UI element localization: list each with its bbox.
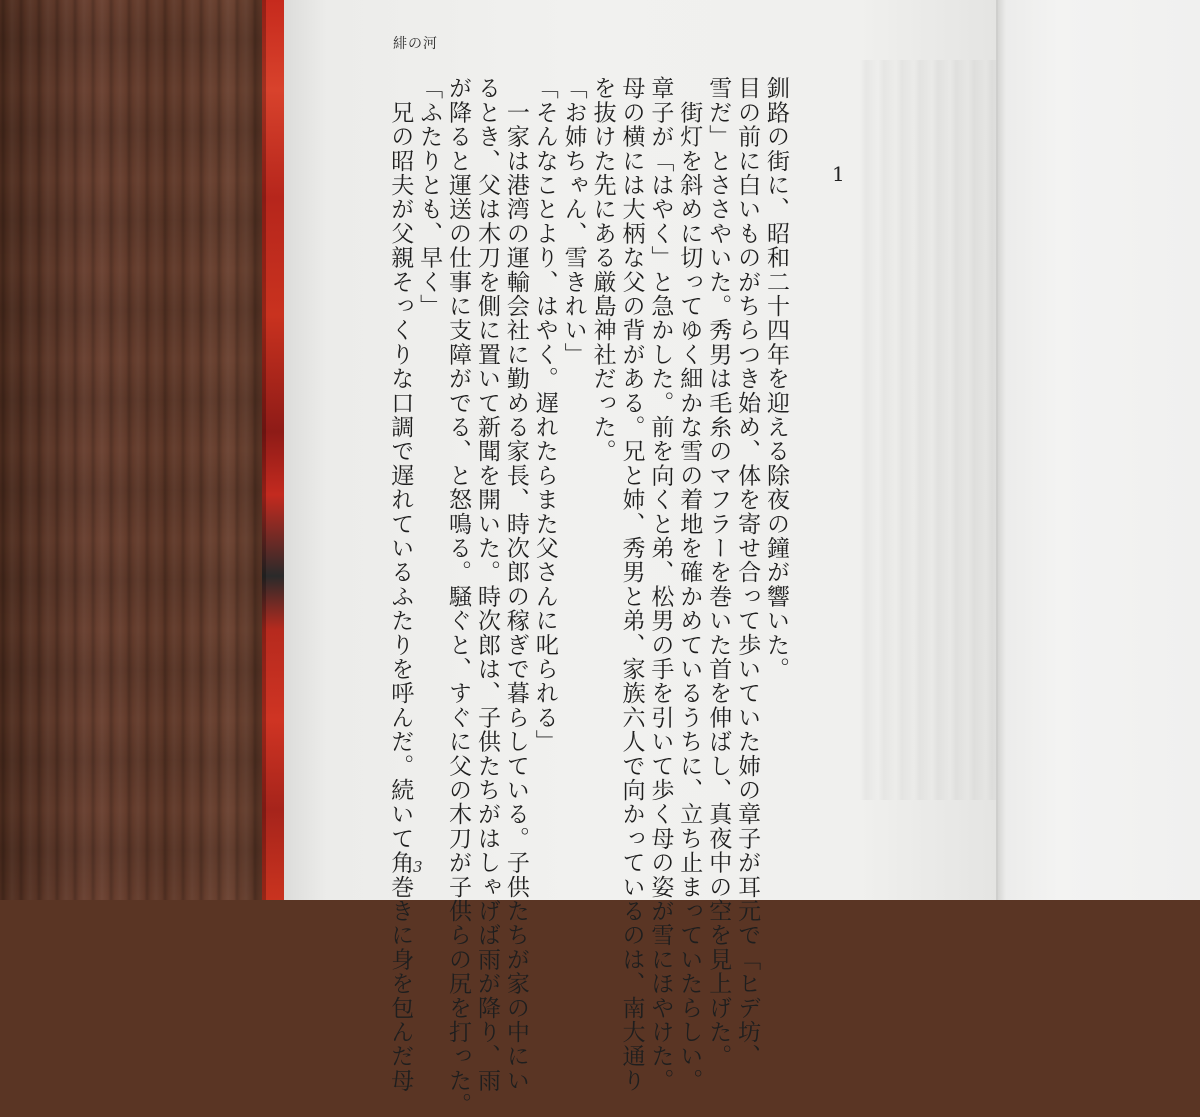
text-line: 母の横には大柄な父の背がある。兄と姉、秀男と弟、家族六人で向かっているのは、南大通り <box>618 76 645 1093</box>
page-number: 3 <box>413 858 423 876</box>
text-line: 「ふたりとも、早く」 <box>416 76 443 318</box>
text-line: 目の前に白いものがちらつき始め、体を寄せ合って歩いていた姉の章子が耳元で「ヒデ坊、 <box>734 76 761 1069</box>
text-line: 一家は港湾の運輸会社に勤める家長、時次郎の稼ぎで暮らしている。子供たちが家の中にい <box>502 76 529 1093</box>
text-line: 兄の昭夫が父親そっくりな口調で遅れているふたりを呼んだ。続いて角巻きに身を包んだ母 <box>387 76 414 1093</box>
text-line: 「お姉ちゃん、雪きれい」 <box>560 76 587 367</box>
text-line: 釧路の街に、昭和二十四年を迎える除夜の鐘が響いた。 <box>763 76 789 681</box>
text-line: 雪だ」とささやいた。秀男は毛糸のマフラーを巻いた首を伸ばし、真夜中の空を見上げた。 <box>705 76 732 1069</box>
wooden-table <box>0 0 275 900</box>
text-line: るとき、父は木刀を側に置いて新聞を開いた。時次郎は、子供たちがはしゃげば雨が降り、雨 <box>473 76 500 1093</box>
book-cover-edge <box>262 0 284 900</box>
text-line: が降ると運送の仕事に支障がでる、と怒鳴る。騒ぐと、すぐに父の木刀が子供らの尻を打った。 <box>445 76 472 1117</box>
running-head: 緋の河 <box>393 36 438 52</box>
facing-page <box>998 0 1200 900</box>
body-text <box>385 76 790 1117</box>
chapter-number: 1 <box>832 162 845 186</box>
text-line: 街灯を斜めに切ってゆく細かな雪の着地を確かめているうちに、立ち止まっていたらしい。 <box>676 76 703 1093</box>
text-line: 章子が「はやく」と急かした。前を向くと弟、松男の手を引いて歩く母の姿が雪にほやけた。 <box>647 76 674 1093</box>
text-line: 「そんなことより、はやく。遅れたらまた父さんに叱られる」 <box>531 76 558 754</box>
text-line: を抜けた先にある厳島神社だった。 <box>589 76 616 464</box>
